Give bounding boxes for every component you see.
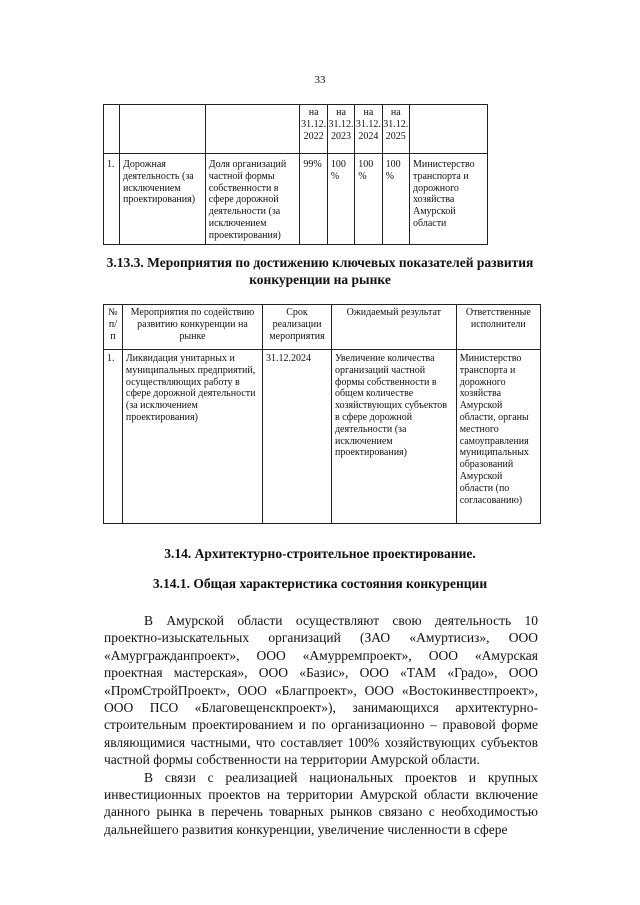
responsible-text: Министерство транспорта и дорожного хозяйства Амурской области, органы местного самоуправления муниципальных образований Амурской области (по согласованию) bbox=[456, 350, 540, 524]
year-header-line: 2023 bbox=[331, 130, 351, 142]
year-header-line: 2024 bbox=[358, 130, 379, 142]
table-header-row bbox=[104, 105, 488, 154]
value-2025: 100 % bbox=[382, 154, 409, 245]
year-header-line: 31.12. bbox=[355, 118, 381, 130]
year-header-line: на bbox=[390, 107, 401, 118]
responsible-executor: Министерство транспорта и дорожного хозяйства Амурской области bbox=[409, 154, 487, 245]
table-row bbox=[104, 350, 541, 524]
section-title-3-13-3: 3.13.3. Мероприятия по достижению ключевых показателей развития конкуренции на рынке bbox=[106, 255, 534, 287]
value-2022: 99% bbox=[300, 154, 327, 245]
table-cell bbox=[205, 105, 300, 154]
year-header-2023 bbox=[327, 105, 354, 154]
year-header-line: на bbox=[336, 107, 346, 118]
value-2023: 100 % bbox=[327, 154, 354, 245]
paragraph: В связи с реализацией национальных проектов и крупных инвестиционных проектов на территории Амурской области включение данного рынка в перечень товарных рынков связано с необходимостью дальнейшего развития конкуренции, увеличение численности в сфере bbox=[104, 769, 538, 837]
year-header-line: 31.12. bbox=[328, 118, 354, 130]
market-name: Дорожная деятельность (за исключением проектирования) bbox=[120, 154, 206, 245]
page-number: 33 bbox=[314, 74, 326, 86]
section-title-3-14: 3.14. Архитектурно-строительное проектирование. bbox=[164, 546, 476, 561]
header-num: № п/п bbox=[104, 305, 123, 350]
year-header-2022 bbox=[300, 105, 327, 154]
table-cell bbox=[409, 105, 487, 154]
deadline-text: 31.12.2024 bbox=[263, 350, 332, 524]
row-number: 1. bbox=[104, 350, 123, 524]
year-header-line: 31.12. bbox=[301, 118, 327, 130]
year-header-line: на bbox=[308, 107, 319, 118]
value-2024: 100 % bbox=[355, 154, 382, 245]
year-header-line: 2025 bbox=[385, 130, 406, 142]
header-deadline: Срок реализации мероприятия bbox=[263, 305, 332, 350]
measure-text: Ликвидация унитарных и муниципальных предприятий, осуществляющих работу в сфере дорожной деятельности (за исключением проектирования) bbox=[122, 350, 262, 524]
paragraph: В Амурской области осуществляют свою деятельность 10 проектно-изыскательных организаций (ЗАО «Амуртисиз», ООО «Амургражданпроект», ООО «Амурремпроект», ООО «Амурская проектная мастерская», ООО «Базис», ООО «ТАМ «Градо», ООО «ПромСтройПроект», ООО «Благпроект», ООО «Востокинвестпроект», ООО ПСО «Благовещенскпроект»), занимающихся архитектурно-строительным проектированием и по организационно – правовой форме являющимися частными, что составляет 100% хозяйствующих субъектов частной формы собственности на территории Амурской области. bbox=[104, 613, 538, 768]
table-row bbox=[104, 154, 488, 245]
year-header-2024 bbox=[355, 105, 382, 154]
indicator-name: Доля организаций частной формы собственности в сфере дорожной деятельности (за исключением проектирования) bbox=[205, 154, 300, 245]
header-measure: Мероприятия по содействию развитию конкуренции на рынке bbox=[122, 305, 262, 350]
key-indicators-table bbox=[103, 104, 488, 245]
body-text bbox=[104, 612, 538, 838]
header-responsible: Ответственные исполнители bbox=[456, 305, 540, 350]
row-number: 1. bbox=[104, 154, 120, 245]
result-text: Увеличение количества организаций частной формы собственности в общем количестве хозяйствующих субъектов в сфере дорожной деятельности (за исключением проектирования) bbox=[331, 350, 456, 524]
table-header-row bbox=[104, 305, 541, 350]
section-title-3-14-1: 3.14.1. Общая характеристика состояния конкуренции bbox=[152, 576, 488, 591]
header-result: Ожидаемый результат bbox=[331, 305, 456, 350]
year-header-2025 bbox=[382, 105, 409, 154]
year-header-line: на bbox=[363, 107, 374, 118]
table-cell bbox=[104, 105, 120, 154]
table-cell bbox=[120, 105, 206, 154]
year-header-line: 31.12. bbox=[383, 118, 409, 130]
measures-table bbox=[103, 304, 541, 524]
year-header-line: 2022 bbox=[303, 130, 324, 142]
